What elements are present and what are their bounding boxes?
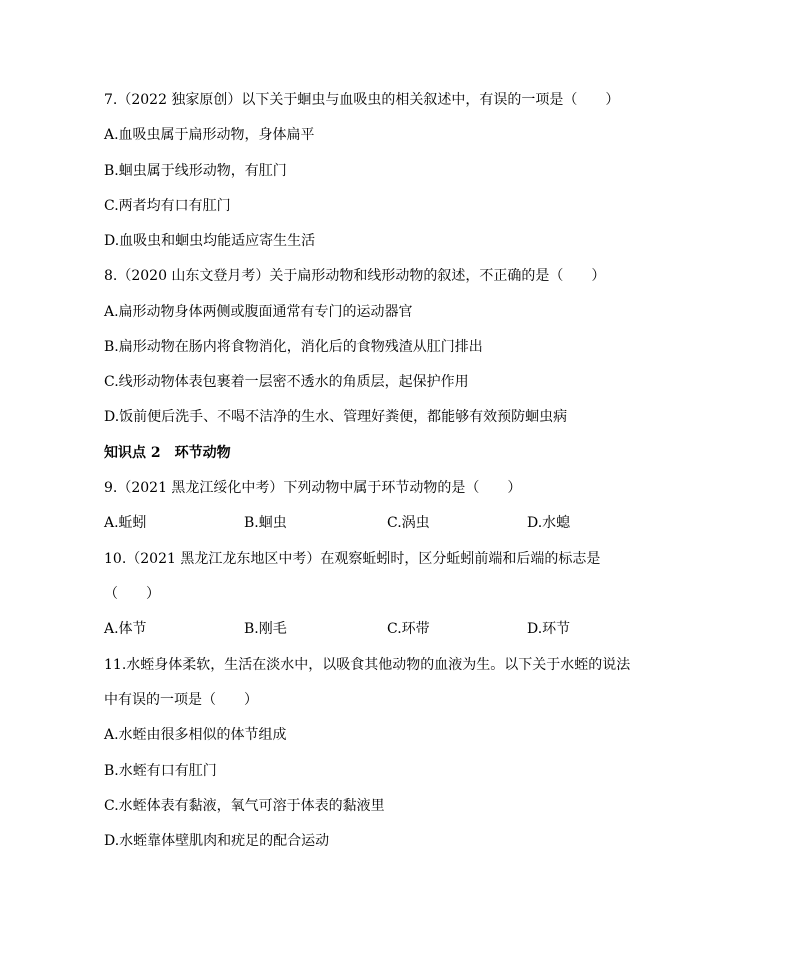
question-10-option-c: C.环带 xyxy=(387,621,430,637)
question-11-option-c: C.水蛭体表有黏液，氧气可溶于体表的黏液里 xyxy=(104,798,385,814)
section-heading: 知识点 2 环节动物 xyxy=(104,445,231,461)
question-7-option-c: C.两者均有口有肛门 xyxy=(104,198,231,214)
question-7-option-b: B.蛔虫属于线形动物，有肛门 xyxy=(104,163,287,179)
question-9-option-a: A.蚯蚓 xyxy=(104,515,147,531)
question-8-stem: 8.（2020 山东文登月考）关于扁形动物和线形动物的叙述，不正确的是（ ） xyxy=(104,268,606,284)
question-9-option-d: D.水螅 xyxy=(527,515,571,531)
question-9-stem: 9.（2021 黑龙江绥化中考）下列动物中属于环节动物的是（ ） xyxy=(104,480,522,496)
question-11-option-d: D.水蛭靠体壁肌肉和疣足的配合运动 xyxy=(104,833,330,849)
question-9-option-c: C.涡虫 xyxy=(387,515,430,531)
question-10-option-a: A.体节 xyxy=(104,621,147,637)
question-11-stem-line-1: 11.水蛭身体柔软，生活在淡水中，以吸食其他动物的血液为生。以下关于水蛭的说法 xyxy=(104,657,631,673)
question-11-stem-line-2: 中有误的一项是（ ） xyxy=(104,692,258,708)
question-10-stem-line-2: （ ） xyxy=(104,586,160,602)
question-10-option-d: D.环节 xyxy=(527,621,571,637)
question-11-option-b: B.水蛭有口有肛门 xyxy=(104,763,217,779)
question-8-option-c: C.线形动物体表包裹着一层密不透水的角质层，起保护作用 xyxy=(104,374,469,390)
question-9-option-b: B.蛔虫 xyxy=(244,515,287,531)
question-10-stem-line-1: 10.（2021 黑龙江龙东地区中考）在观察蚯蚓时，区分蚯蚓前端和后端的标志是 xyxy=(104,551,601,567)
question-7-stem: 7.（2022 独家原创）以下关于蛔虫与血吸虫的相关叙述中，有误的一项是（ ） xyxy=(104,92,620,108)
question-7-option-a: A.血吸虫属于扁形动物，身体扁平 xyxy=(104,127,315,143)
question-8-option-d: D.饭前便后洗手、不喝不洁净的生水、管理好粪便，都能够有效预防蛔虫病 xyxy=(104,409,568,425)
question-10-option-b: B.刚毛 xyxy=(244,621,287,637)
question-11-option-a: A.水蛭由很多相似的体节组成 xyxy=(104,727,287,743)
question-8-option-b: B.扁形动物在肠内将食物消化，消化后的食物残渣从肛门排出 xyxy=(104,339,483,355)
question-8-option-a: A.扁形动物身体两侧或腹面通常有专门的运动器官 xyxy=(104,304,413,320)
question-7-option-d: D.血吸虫和蛔虫均能适应寄生生活 xyxy=(104,233,316,249)
